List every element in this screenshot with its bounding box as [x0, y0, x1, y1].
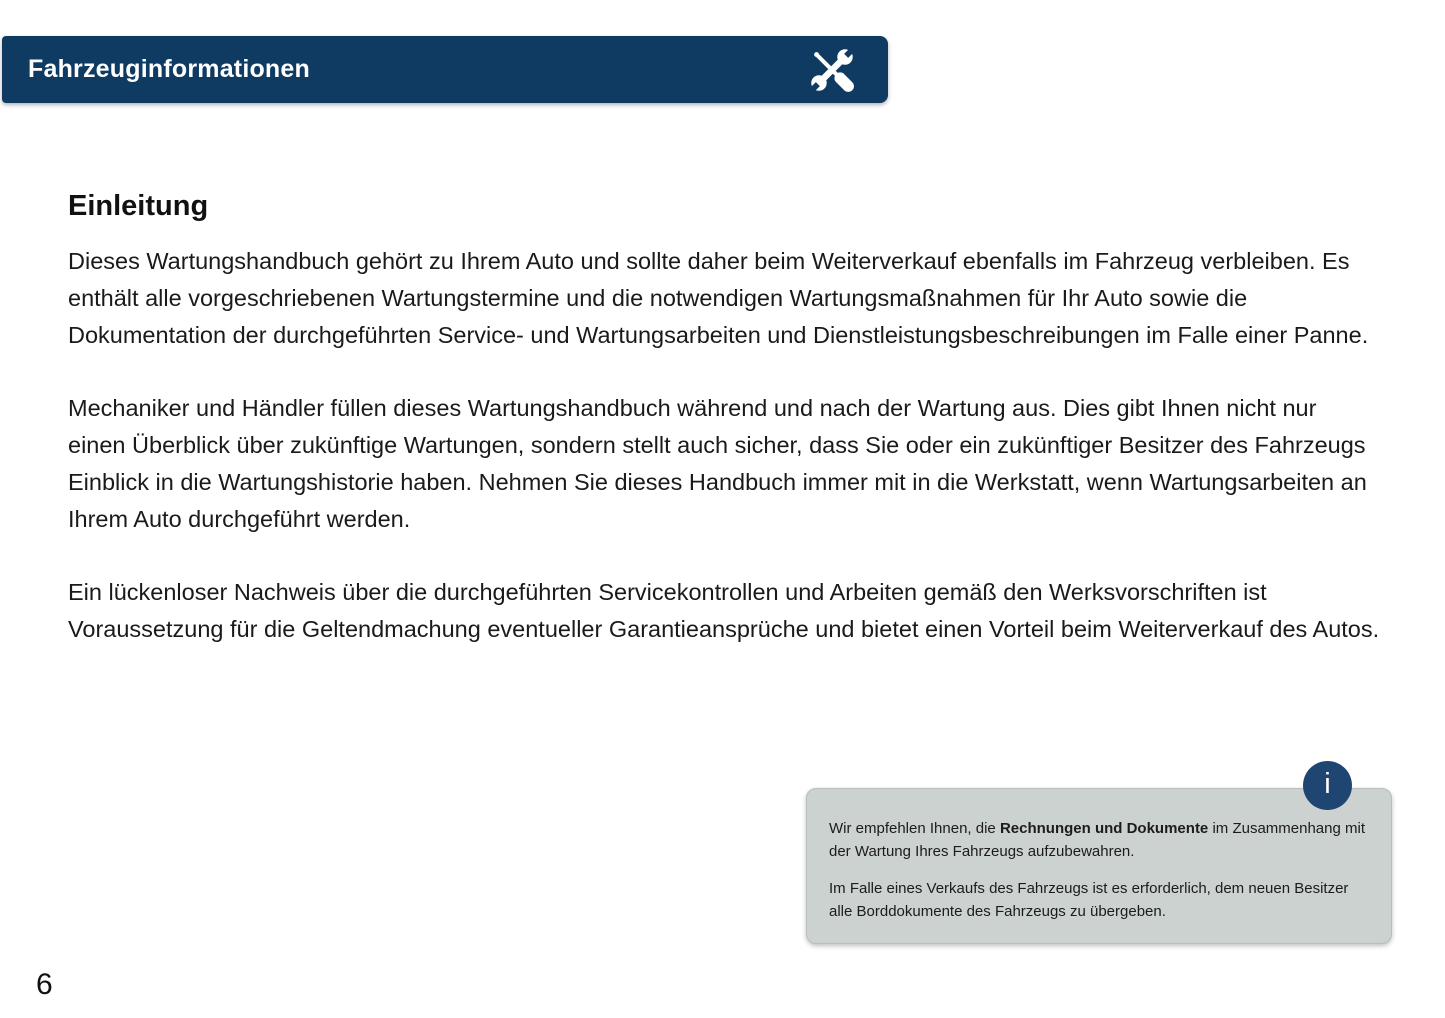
page-number: 6: [36, 968, 53, 1001]
intro-paragraph-2: Mechaniker und Händler füllen dieses Wartungshandbuch während und nach der Wartung aus. Dies gibt Ihnen nicht nur einen Überblick über zukünftige Wartungen, sondern stellt auch sicher, dass Sie oder ein zukünftiger Besitzer des Fahrzeugs Einblick in die Wartungshistorie haben. Nehmen Sie dieses Handbuch immer mit in die Werkstatt, wenn Wartungsarbeiten an Ihrem Auto durchgeführt werden.: [68, 395, 1367, 532]
intro-paragraph-3: Ein lückenloser Nachweis über die durchgeführten Servicekontrollen und Arbeiten gemäß den Werksvorschriften ist Voraussetzung für die Geltendmachung eventueller Garantieansprüche und bietet einen Vorteil beim Weiterverkauf des Autos.: [68, 579, 1380, 642]
page-title: Fahrzeuginformationen: [28, 55, 310, 83]
note-paragraph-2: Im Falle eines Verkaufs des Fahrzeugs ist es erforderlich, dem neuen Besitzer alle Borddokumente des Fahrzeugs zu übergeben.: [829, 880, 1349, 920]
note-text-before: Wir empfehlen Ihnen, die: [829, 820, 1000, 837]
main-content: [68, 190, 1380, 684]
note-text-after: im Zusammenhang mit der Wartung Ihres Fahrzeugs aufzubewahren.: [829, 820, 1365, 860]
info-icon: [1303, 761, 1352, 810]
note-paragraph-1: [829, 817, 1365, 863]
info-note-box: [806, 788, 1392, 944]
section-header-bar: [2, 36, 888, 103]
tools-icon: [806, 44, 858, 96]
info-icon-glyph: i: [1324, 768, 1331, 800]
section-heading: Einleitung: [68, 190, 209, 222]
intro-paragraph-1: Dieses Wartungshandbuch gehört zu Ihrem Auto und sollte daher beim Weiterverkauf ebenfalls im Fahrzeug verbleiben. Es enthält alle vorgeschriebenen Wartungstermine und die notwendigen Wartungsmaßnahmen für Ihr Auto sowie die Dokumentation der durchgeführten Service- und Wartungsarbeiten und Dienstleistungsbeschreibungen im Falle einer Panne.: [68, 248, 1369, 348]
note-text-bold: Rechnungen und Dokumente: [999, 820, 1209, 837]
